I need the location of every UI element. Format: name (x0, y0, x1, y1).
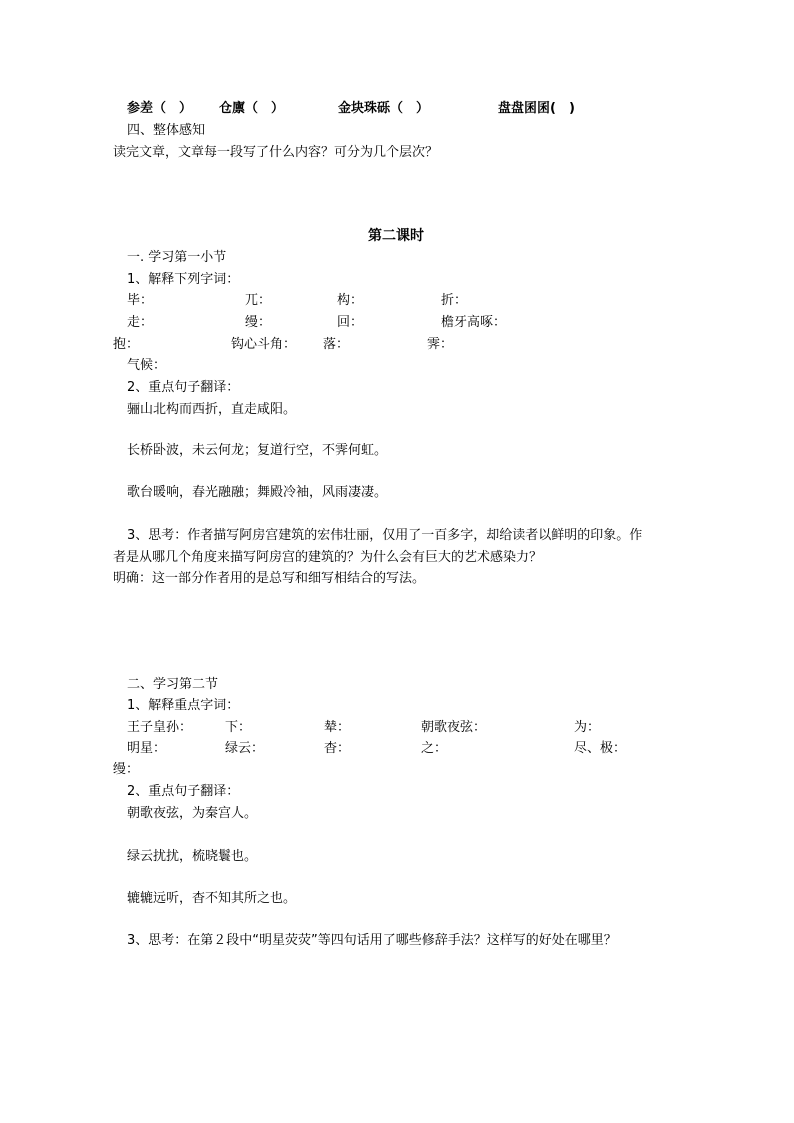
question-label: 2、重点句子翻译： (127, 784, 240, 799)
part-heading: 二、学习第二节 (127, 677, 219, 692)
answer-text: 明确：这一部分作者用的是总写和细写相结合的写法。 (113, 571, 426, 586)
word-item: 尽、极： (574, 741, 627, 756)
word-item: 折： (441, 293, 468, 308)
thinking-question-cont: 者是从哪几个角度来描写阿房宫的建筑的？为什么会有巨大的艺术感染力？ (113, 550, 543, 565)
word-item: 回： (337, 315, 364, 330)
question-label: 1、解释下列字词： (127, 272, 240, 287)
lesson-title: 第二课时 (368, 228, 424, 244)
sentence: 歌台暖响，春光融融；舞殿冷袖，风雨凄凄。 (127, 485, 388, 500)
word-item: 霁： (427, 337, 454, 352)
vocab-item: 仓廪（ ） (219, 101, 285, 116)
word-item: 落： (323, 337, 350, 352)
sentence: 绿云扰扰，梳晓鬟也。 (127, 849, 258, 864)
word-item: 下： (225, 720, 252, 735)
word-item: 气候： (127, 358, 167, 373)
thinking-question: 3、思考：在第２段中“明星荧荧”等四句话用了哪些修辞手法？这样写的好处在哪里？ (127, 933, 617, 948)
word-item: 之： (421, 741, 448, 756)
word-item: 王子皇孙： (127, 720, 193, 735)
word-item: 缦： (245, 315, 272, 330)
sentence: 朝歌夜弦，为秦宫人。 (127, 806, 258, 821)
word-item: 绿云： (225, 741, 265, 756)
word-item: 明星： (127, 741, 167, 756)
sentence: 骊山北构而西折，直走咸阳。 (127, 402, 297, 417)
word-item: 兀： (245, 293, 272, 308)
word-item: 缦： (113, 762, 140, 777)
word-item: 走： (127, 315, 154, 330)
word-item: 毕： (127, 293, 154, 308)
vocab-item: 盘盘囷囷( ) (498, 101, 575, 116)
word-item: 杳： (324, 741, 351, 756)
section-question: 读完文章，文章每一段写了什么内容？可分为几个层次？ (113, 145, 439, 160)
word-item: 辇： (324, 720, 351, 735)
word-item: 钩心斗角： (231, 337, 297, 352)
word-item: 抱： (113, 337, 140, 352)
question-label: 2、重点句子翻译： (127, 380, 240, 395)
vocab-item: 参差（ ） (127, 101, 193, 116)
section-heading: 四、整体感知 (127, 123, 206, 138)
vocab-item: 金块珠砾（ ） (338, 101, 430, 116)
word-item: 朝歌夜弦： (421, 720, 487, 735)
sentence: 辘辘远听，杳不知其所之也。 (127, 891, 297, 906)
thinking-question: 3、思考：作者描写阿房宫建筑的宏伟壮丽，仅用了一百多字，却给读者以鲜明的印象。作 (127, 528, 643, 543)
word-item: 檐牙高啄： (441, 315, 507, 330)
question-label: 1、解释重点字词： (127, 698, 240, 713)
word-item: 构： (337, 293, 364, 308)
part-heading: 一. 学习第一小节 (127, 250, 227, 265)
sentence: 长桥卧波，未云何龙；复道行空，不霁何虹。 (127, 443, 388, 458)
word-item: 为： (574, 720, 601, 735)
